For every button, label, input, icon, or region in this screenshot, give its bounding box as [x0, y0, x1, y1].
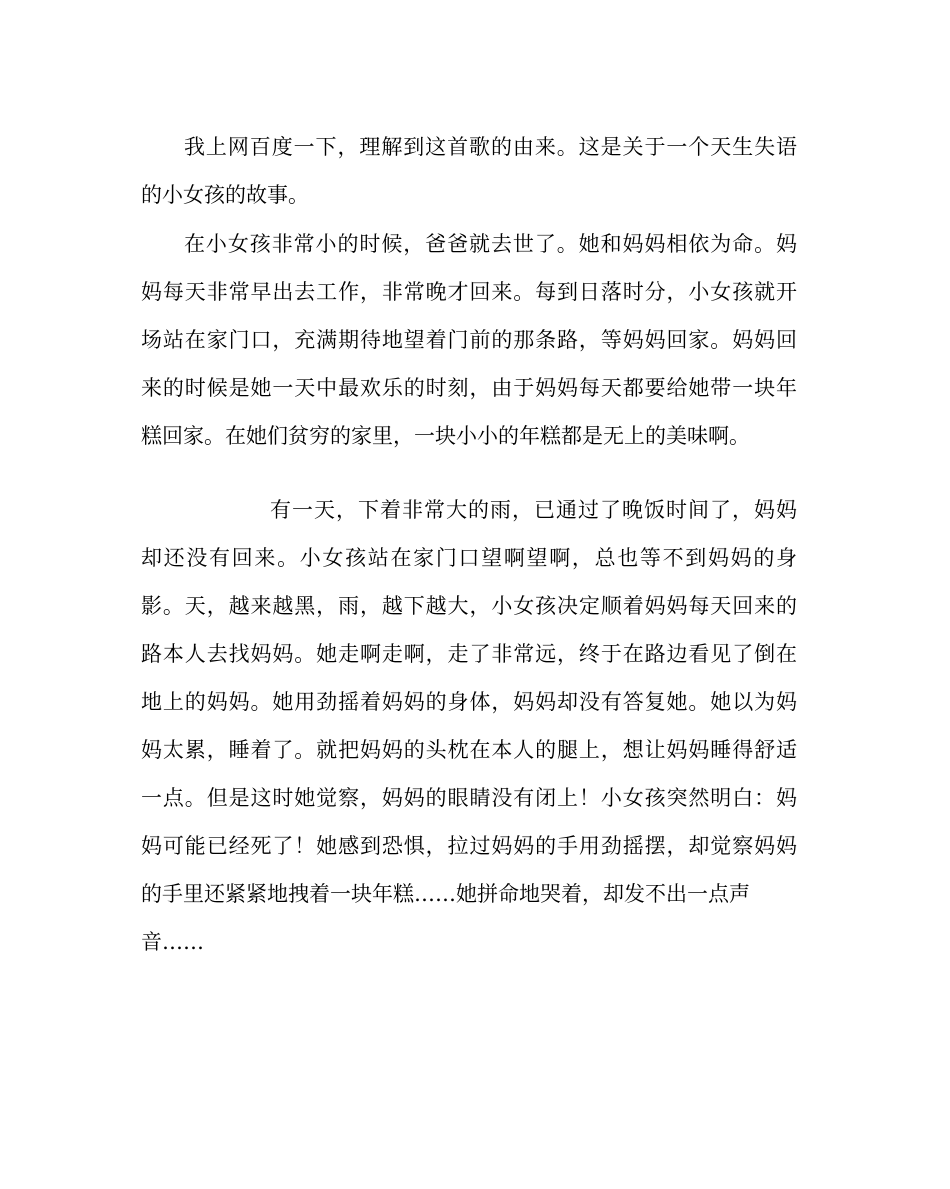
paragraph-3-line-6: 妈太累，睡着了。就把妈妈的头枕在本人的腿上，想让妈妈睡得舒适 — [141, 738, 797, 762]
paragraph-1-line-2: 的小女孩的故事。 — [141, 183, 309, 207]
paragraph-3-line-10: 音…… — [141, 930, 204, 954]
paragraph-3-line-4: 路本人去找妈妈。她走啊走啊，走了非常远，终于在路边看见了倒在 — [141, 642, 797, 666]
paragraph-2-line-3: 场站在家门口，充满期待地望着门前的那条路，等妈妈回家。妈妈回 — [141, 328, 797, 352]
paragraph-3-line-1: 有一天，下着非常大的雨，已通过了晚饭时间了，妈妈 — [270, 498, 797, 522]
paragraph-2-line-1: 在小女孩非常小的时候，爸爸就去世了。她和妈妈相依为命。妈 — [184, 232, 797, 256]
paragraph-3-line-8: 妈可能已经死了！她感到恐惧，拉过妈妈的手用劲摇摆，却觉察妈妈 — [141, 834, 797, 858]
paragraph-2-line-4: 来的时候是她一天中最欢乐的时刻，由于妈妈每天都要给她带一块年 — [141, 376, 797, 400]
paragraph-2-line-5: 糕回家。在她们贫穷的家里，一块小小的年糕都是无上的美味啊。 — [141, 424, 750, 448]
paragraph-3-line-2: 却还没有回来。小女孩站在家门口望啊望啊，总也等不到妈妈的身 — [141, 546, 797, 570]
paragraph-3-line-5: 地上的妈妈。她用劲摇着妈妈的身体，妈妈却没有答复她。她以为妈 — [141, 690, 797, 714]
paragraph-3-line-7: 一点。但是这时她觉察，妈妈的眼睛没有闭上！小女孩突然明白：妈 — [141, 786, 797, 810]
paragraph-1-line-1: 我上网百度一下，理解到这首歌的由来。这是关于一个天生失语 — [184, 135, 797, 159]
paragraph-3-line-9: 的手里还紧紧地拽着一块年糕……她拼命地哭着，却发不出一点声 — [141, 882, 750, 906]
paragraph-2-line-2: 妈每天非常早出去工作，非常晚才回来。每到日落时分，小女孩就开 — [141, 280, 797, 304]
paragraph-3-line-3: 影。天，越来越黑，雨，越下越大，小女孩决定顺着妈妈每天回来的 — [141, 594, 797, 618]
